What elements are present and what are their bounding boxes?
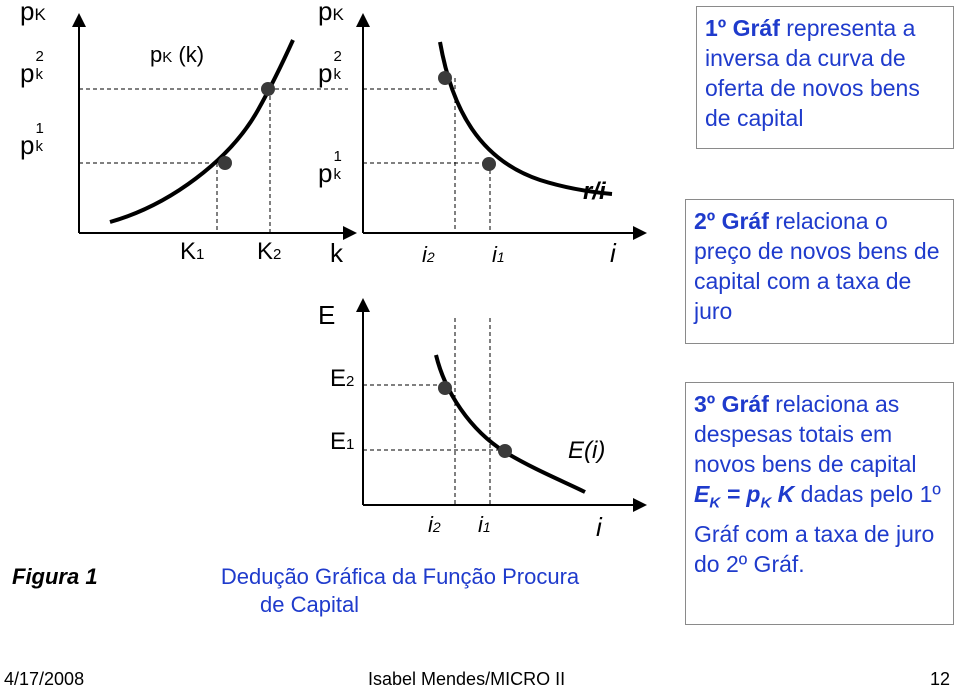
graph1-point-1 [218,156,232,170]
graph2-point-1 [438,71,452,85]
graph1-curve-label: pK (k) [150,42,205,67]
graph2-curve-label: r/i [583,178,606,205]
caption-line-2: de Capital [260,592,360,617]
footer-date: 4/17/2008 [4,669,85,689]
footer-page-number: 12 [930,669,951,689]
graph2-guides [363,78,490,233]
graph1-x-tick-1: K1 [180,238,205,265]
graph3-x-tick-2: i1 [478,512,491,537]
graph1-y-axis-label: pK [20,0,46,26]
graph2-x-tick-2: i1 [492,242,505,267]
graph3-point-2 [498,444,512,458]
caption-line-1: Dedução Gráfica da Função Procura [220,564,580,589]
box3-text-1: relaciona as despesas totais em novos bens de capital [694,391,917,477]
graph2-rate-curve [440,42,612,194]
explanation-box-1 [696,6,954,149]
graph3-x-axis-label: i [596,512,602,542]
graph3-y-tick-upper: E2 [330,365,355,392]
graph3-y-axis-label: E [318,300,336,330]
graph2-x-axis-label: i [610,238,616,268]
graph3-x-tick-1: i2 [428,512,441,537]
box3-formula: $E_K = p_K$ K [694,481,795,512]
graph2-point-2 [482,157,496,171]
graph1-x-axis-label: k [330,238,343,268]
graph3-axes [363,305,640,505]
graph3-point-1 [438,381,452,395]
graph1-point-2 [261,82,275,96]
graph1-guides [79,89,348,233]
box2-heading: 2º Gráf [694,208,769,234]
graph2-y-tick-upper: p 2 k [318,48,342,88]
explanation-box-3 [685,382,954,625]
box2-text: relaciona o preço de novos bens de capital com a taxa de juro [694,208,940,324]
explanation-box-2 [685,199,954,344]
graph3-curve-label: E(i) [568,437,606,464]
graph2-x-tick-1: i2 [422,242,435,267]
box3-text-2: dadas pelo 1º Gráf com a taxa de juro do 2º Gráf. [694,481,941,577]
box1-heading: 1º Gráf [705,15,780,41]
box3-heading: 3º Gráf [694,391,769,417]
graph1-x-tick-2: K2 [257,238,282,265]
figure-label: Figura 1 [12,564,98,589]
graph1-axes [79,20,350,233]
graph1-y-tick-upper: p 2 k [20,48,44,88]
graph3-y-tick-lower: E1 [330,428,355,455]
graph2-y-axis-label: pK [318,0,344,26]
box1-text: representa a inversa da curva de oferta de novos bens de capital [705,15,920,131]
graph2-y-tick-lower: p 1 k [318,148,342,188]
figure-caption [150,563,650,619]
footer-author: Isabel Mendes/MICRO II [368,669,566,689]
graph3-expenditure-curve [436,355,585,492]
graph3-guides [363,318,505,505]
graph1-y-tick-lower: p 1 k [20,120,44,160]
